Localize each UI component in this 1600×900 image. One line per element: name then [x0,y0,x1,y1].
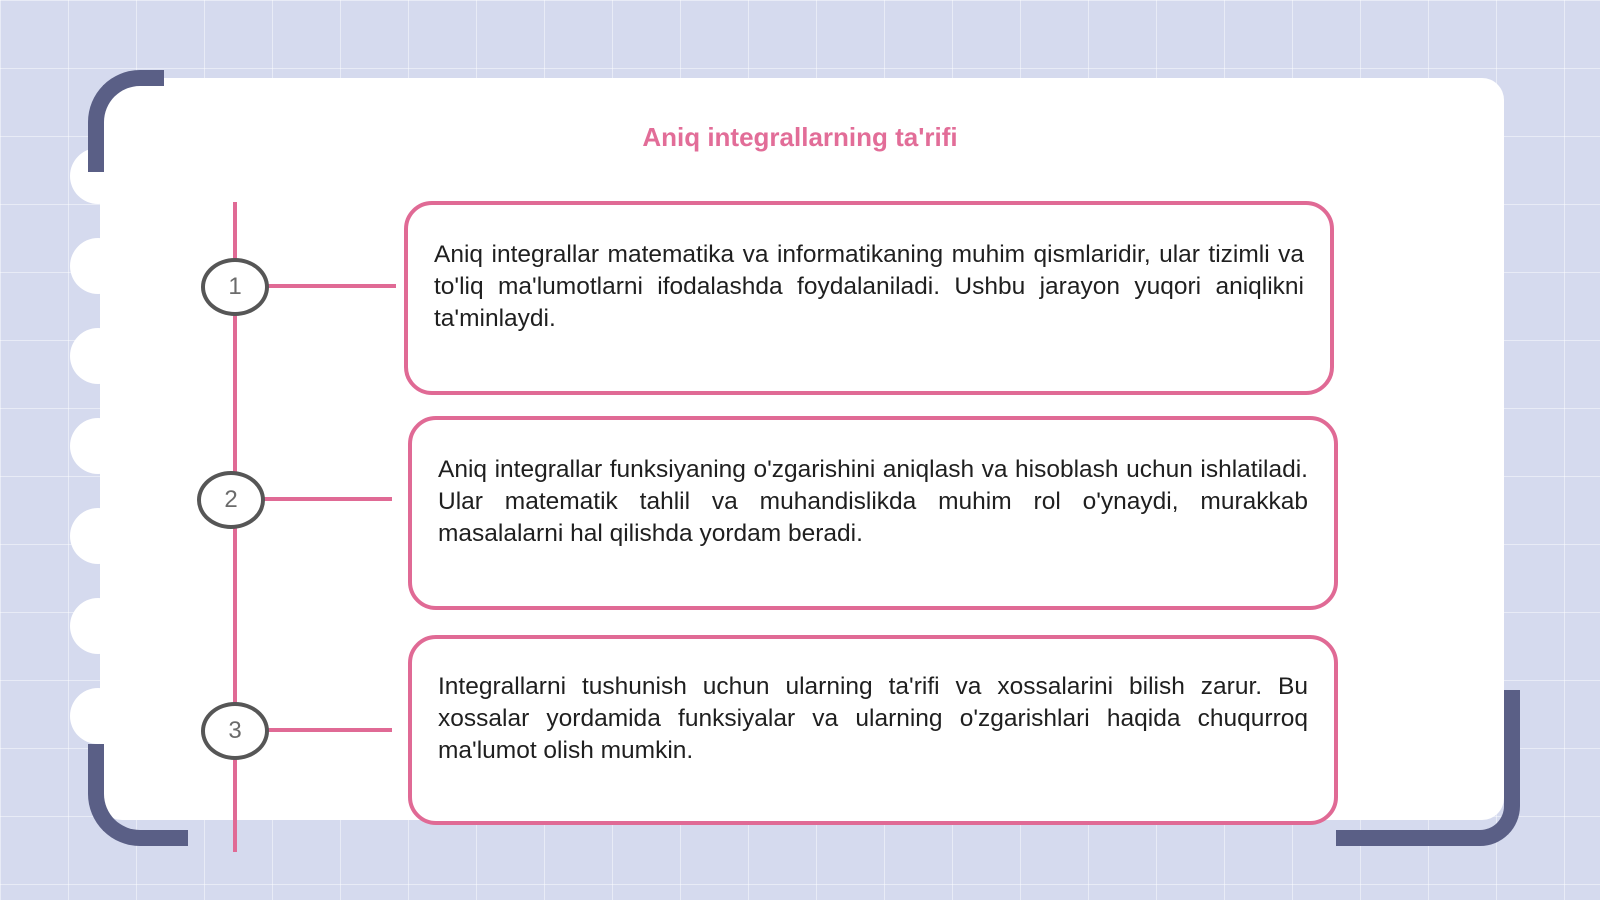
slide-title: Aniq integrallarning ta'rifi [642,122,958,152]
scallop-decoration [70,688,126,744]
corner-bracket-bottom-right [1336,690,1520,846]
scallop-decoration [70,598,126,654]
step-2-box [408,416,1338,610]
step-3-box [408,635,1338,825]
step-3-connector [266,728,392,732]
step-3-text: Integrallarni tushunish uchun ularning ta'rifi va xossalarini bilish zarur. Bu xossalar yordamida funksiyalar va ularning o'zgarishlari haqida chuqurroq ma'lumot olish mumkin. [438,673,1308,764]
scallop-decoration [70,508,126,564]
step-1-box [404,201,1334,395]
corner-bracket-top-left [88,70,164,172]
corner-bracket-bottom-left [88,744,188,846]
step-3-number: 3 [201,702,269,760]
scallop-decoration [70,418,126,474]
scallop-decoration [70,328,126,384]
scallop-decoration [70,238,126,294]
step-2-connector [262,497,392,501]
step-1-number: 1 [201,258,269,316]
step-2-text: Aniq integrallar funksiyaning o'zgarishini aniqlash va hisoblash uchun ishlatiladi. Ular matematik tahlil va muhandislikda muhim rol o'ynaydi, murakkab masalalarni hal qilishda yordam beradi. [438,456,1308,547]
step-2-number: 2 [197,471,265,529]
step-1-connector [266,284,396,288]
step-1-text: Aniq integrallar matematika va informatikaning muhim qismlaridir, ular tizimli va to'liq ma'lumotlarni ifodalashda foydalaniladi. Ushbu jarayon yuqori aniqlikni ta'minlaydi. [434,241,1304,332]
